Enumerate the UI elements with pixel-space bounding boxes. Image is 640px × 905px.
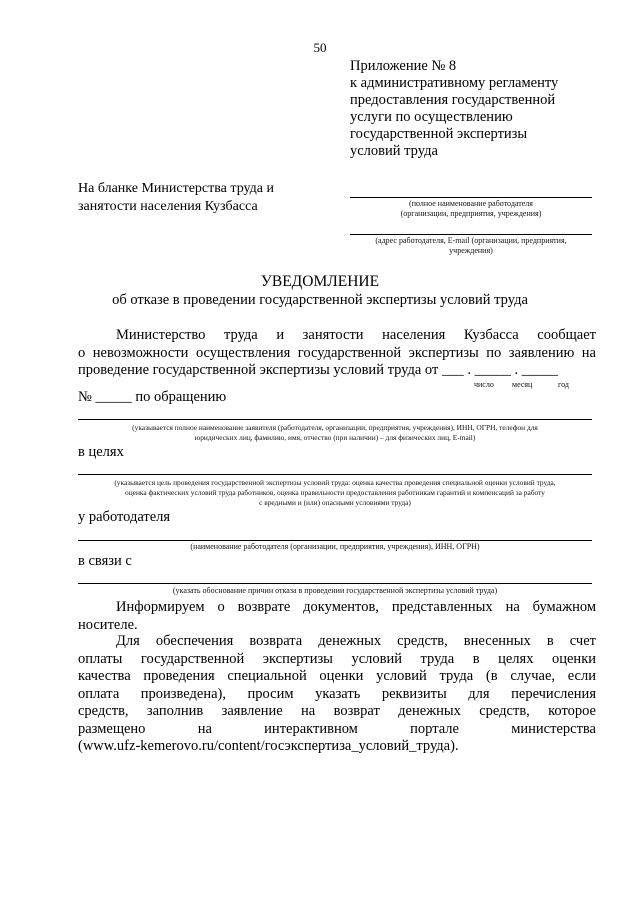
purpose-hint: (указывается цель проведения государственной экспертизы условий труда: оценка качества проведения специальной оценки условий труда, оценка фактических условий труда работников, оценка правильности предоставления работникам гарантий и компенсаций за работу с вредными и (или) опасными условиями труда)	[114, 478, 556, 507]
appendix-line: Приложение № 8	[350, 58, 457, 74]
refund-link[interactable]: (www.ufz-kemerovo.ru/content/госэкспертиза_условий_труда).	[78, 738, 459, 754]
reason-field-line[interactable]	[78, 583, 592, 584]
employer-address-hint: (адрес работодателя, E-mail (организации, предприятия, учреждения)	[375, 236, 567, 255]
refund-paragraph	[78, 633, 596, 756]
date-hint-year: год	[558, 380, 569, 389]
appendix-line: государственной экспертизы	[350, 126, 528, 142]
refund-line: качества проведения специальной оценки условий труда (в случае, если	[78, 668, 596, 684]
employer-hint: (наименование работодателя (организации, предприятия, учреждения), ИНН, ОГРН)	[190, 542, 480, 551]
intro-line: о невозможности осуществления государственной экспертизы по заявлению на	[78, 344, 596, 361]
page-number: 50	[313, 40, 327, 55]
reason-label: в связи с	[78, 553, 132, 569]
document-title: УВЕДОМЛЕНИЕ	[260, 273, 380, 290]
employer-name-hint: (полное наименование работодателя (организации, предприятия, учреждения)	[400, 199, 542, 218]
appendix-line: услуги по осуществлению	[350, 109, 513, 125]
letterhead-note-line: На бланке Министерства труда и	[78, 181, 274, 196]
refund-line: оплаты государственной экспертизы условий труда в целях оценки	[78, 650, 596, 667]
intro-line: Министерство труда и занятости населения Кузбасса сообщает	[116, 327, 596, 343]
document-subtitle: об отказе в проведении государственной экспертизы условий труда	[112, 292, 528, 308]
request-number-line: № _____ по обращению	[78, 389, 227, 405]
reason-hint: (указать обоснование причин отказа в проведении государственной экспертизы условий труда)	[172, 586, 498, 595]
employer-name-field-line[interactable]	[350, 197, 592, 198]
purpose-field-line[interactable]	[78, 474, 592, 475]
refund-line: оплата произведена), просим указать реквизиты для перечисления	[78, 685, 596, 702]
refund-line: Для обеспечения возврата денежных средств, внесенных в счет	[116, 633, 596, 649]
intro-line: проведение государственной экспертизы условий труда от ___ . _____ . _____	[78, 362, 558, 378]
employer-label: у работодателя	[78, 509, 171, 525]
date-hint-month: месяц	[512, 380, 533, 389]
appendix-line: предоставления государственной	[350, 92, 556, 108]
applicant-field-line[interactable]	[78, 419, 592, 420]
purpose-label: в целях	[78, 444, 124, 460]
appendix-line: к административному регламенту	[350, 75, 559, 91]
appendix-block	[350, 58, 610, 160]
info-line: носителе.	[78, 616, 138, 633]
applicant-hint: (указывается полное наименование заявителя (работодателя, организации, предприятия, учреждения), ИНН, ОГРН, телефон для юридических лиц, фамилию, имя, отчество (при наличии) – для физических лиц, E-mail)	[132, 423, 538, 442]
letterhead-note-line: занятости населения Кузбасса	[78, 199, 258, 214]
info-line: Информируем о возврате документов, представленных на бумажном	[116, 599, 596, 615]
employer-address-field-line[interactable]	[350, 234, 592, 235]
info-paragraph	[78, 599, 596, 634]
appendix-line: условий труда	[350, 143, 438, 159]
letterhead-note	[78, 180, 274, 216]
refund-line: размещено на интерактивном портале министерства	[78, 720, 596, 737]
intro-paragraph	[78, 327, 596, 380]
employer-field-line[interactable]	[78, 540, 592, 541]
refund-line: средств, заполнив заявление на возврат денежных средств, которое	[78, 703, 596, 719]
date-hint-day: число	[474, 380, 494, 389]
